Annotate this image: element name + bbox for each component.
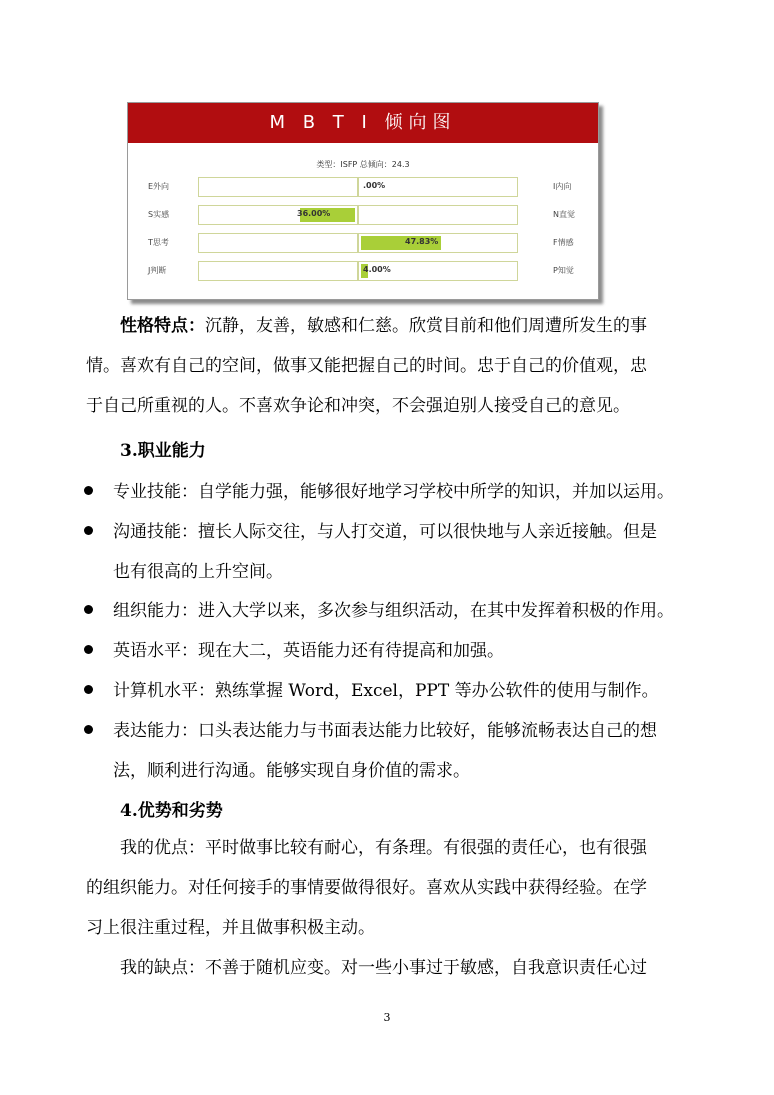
- bullet-icon: [84, 526, 93, 535]
- mbti-left-label: J判断: [148, 266, 167, 275]
- list-item: 计算机水平：熟练掌握 Word，Excel，PPT 等办公软件的使用与制作。: [113, 681, 659, 701]
- list-item: 组织能力：进入大学以来，多次参与组织活动，在其中发挥着积极的作用。: [113, 601, 674, 621]
- weakness-line-1: 我的缺点：不善于随机应变。对一些小事过于敏感，自我意识责任心过: [120, 958, 647, 978]
- mbti-right-box: [358, 205, 518, 225]
- mbti-title: M B T I 倾向图: [128, 103, 598, 143]
- bullet-icon: [84, 486, 93, 495]
- personality-line-2: 情。喜欢有自己的空间，做事又能把握自己的时间。忠于自己的价值观，忠: [86, 356, 647, 376]
- mbti-right-pct: 4.00%: [363, 265, 391, 274]
- list-item-continuation: 法，顺利进行沟通。能够实现自身价值的需求。: [113, 761, 470, 781]
- strengths-line-2: 的组织能力。对任何接手的事情要做得很好。喜欢从实践中获得经验。在学: [86, 878, 647, 898]
- mbti-row-ei: [128, 177, 598, 197]
- mbti-right-label: P知觉: [553, 266, 574, 275]
- bullet-icon: [84, 725, 93, 734]
- mbti-right-box: [358, 233, 518, 253]
- mbti-right-box: [358, 177, 518, 197]
- personality-label: 性格特点：: [120, 316, 205, 336]
- list-item-continuation: 也有很高的上升空间。: [113, 562, 283, 582]
- mbti-summary: 类型：ISFP 总倾向：24.3: [316, 160, 410, 169]
- list-item: 英语水平：现在大二，英语能力还有待提高和加强。: [113, 641, 504, 661]
- mbti-row-tf: [128, 233, 598, 253]
- list-item: 专业技能：自学能力强，能够很好地学习学校中所学的知识，并加以运用。: [113, 482, 674, 502]
- personality-text-1: 沉静，友善，敏感和仁慈。欣赏目前和他们周遭所发生的事: [205, 316, 647, 336]
- mbti-left-pct: 36.00%: [297, 209, 331, 218]
- mbti-row-sn: [128, 205, 598, 225]
- strengths-line-3: 习上很注重过程，并且做事积极主动。: [86, 918, 375, 938]
- mbti-right-label: N直觉: [553, 210, 575, 219]
- section-heading-strengths: 4.优势和劣势: [120, 801, 223, 821]
- mbti-chart: [127, 102, 599, 300]
- mbti-right-label: I内向: [553, 182, 572, 191]
- mbti-left-label: T思考: [148, 238, 169, 247]
- list-item: 表达能力：口头表达能力与书面表达能力比较好，能够流畅表达自己的想: [113, 721, 657, 741]
- bullet-icon: [84, 645, 93, 654]
- list-item: 沟通技能：擅长人际交往，与人打交道，可以很快地与人亲近接触。但是: [113, 522, 657, 542]
- strengths-line-1: 我的优点：平时做事比较有耐心，有条理。有很强的责任心，也有很强: [120, 838, 647, 858]
- mbti-right-box: [358, 261, 518, 281]
- personality-line-3: 于自己所重视的人。不喜欢争论和冲突，不会强迫别人接受自己的意见。: [86, 396, 630, 416]
- mbti-left-label: S实感: [148, 210, 170, 219]
- mbti-row-jp: [128, 261, 598, 281]
- mbti-right-pct: 47.83%: [405, 237, 439, 246]
- mbti-left-label: E外向: [148, 182, 170, 191]
- mbti-left-box: [198, 261, 358, 281]
- mbti-left-box: [198, 233, 358, 253]
- mbti-left-box: [198, 205, 358, 225]
- personality-line-1: [120, 316, 647, 336]
- section-heading-career: 3.职业能力: [120, 441, 206, 461]
- bullet-icon: [84, 685, 93, 694]
- bullet-icon: [84, 605, 93, 614]
- mbti-right-pct: .00%: [363, 181, 386, 190]
- page-number: 3: [383, 1011, 391, 1024]
- mbti-left-box: [198, 177, 358, 197]
- mbti-right-label: F情感: [553, 238, 574, 247]
